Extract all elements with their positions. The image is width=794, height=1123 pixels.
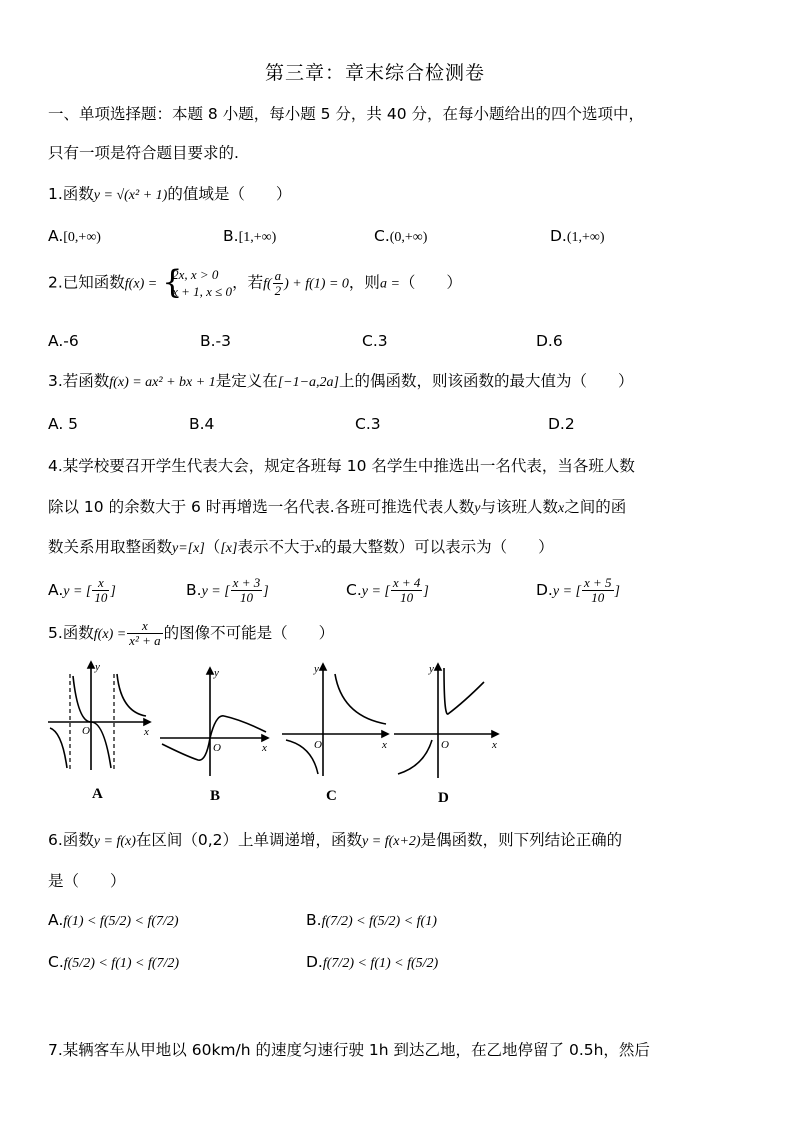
q2-option-c[interactable]: C.3 <box>362 332 388 350</box>
graph-a-y-arrow <box>88 662 94 668</box>
graph-d-curve-right <box>444 668 484 714</box>
q6-option-c[interactable]: C.f(5/2) < f(1) < f(7/2) <box>48 953 180 971</box>
q4-option-d[interactable]: D.y = [ $\frac{x + 5}{10}$ ] <box>536 575 620 605</box>
q2-option-a[interactable]: A.-6 <box>48 332 79 350</box>
graph-b-origin: O <box>213 742 221 754</box>
graph-b-x-arrow <box>262 735 268 741</box>
q2-option-d[interactable]: D.6 <box>536 332 563 350</box>
graph-c-curve-right <box>335 674 386 724</box>
graph-b-label: B <box>210 788 221 804</box>
q3-formula: f(x) = ax² + bx + 1 <box>109 375 216 390</box>
graph-c-label: C <box>326 788 337 804</box>
q5-graphs <box>46 656 500 806</box>
q1-option-a[interactable]: A.[0,+∞) <box>48 227 101 245</box>
q1-suffix: 的值域是（ ） <box>167 185 292 203</box>
graph-c-y-label: y <box>314 663 319 675</box>
page-title: 第三章：章末综合检测卷 <box>265 62 486 84</box>
graph-c-origin: O <box>314 739 322 751</box>
graph-d-y-label: y <box>429 663 434 675</box>
graph-a[interactable] <box>48 662 150 770</box>
q1-formula: y = √(x² + 1) <box>93 188 168 203</box>
q1-option-c[interactable]: C.(0,+∞) <box>374 227 428 245</box>
graph-d-label: D <box>438 790 449 806</box>
q2-prefix: 2.已知函数 <box>48 273 125 292</box>
question-3: 3.若函数f(x) = ax² + bx + 1是定义在[−1−a,2a]上的偶函数，则该函数的最大值为（ ） <box>48 372 634 390</box>
graph-b[interactable] <box>160 668 268 776</box>
question-1 <box>48 184 291 206</box>
q3-option-a[interactable]: A. 5 <box>48 415 79 433</box>
section-instructions-line1: 一、单项选择题：本题 8 小题，每小题 5 分，共 40 分，在每小题给出的四个选项中， <box>48 105 645 123</box>
q1-prefix: 1.函数 <box>48 185 94 203</box>
q3-option-b[interactable]: B.4 <box>189 415 215 433</box>
graph-d-x-arrow <box>492 731 498 737</box>
graph-c-x-label: x <box>382 739 387 751</box>
graph-a-origin: O <box>82 725 90 737</box>
question-4-line1: 4.某学校要召开学生代表大会，规定各班每 10 名学生中推选出一名代表，当各班人数 <box>48 457 635 475</box>
graph-d-origin: O <box>441 739 449 751</box>
graph-a-y-label: y <box>95 661 100 673</box>
q2-option-b[interactable]: B.-3 <box>200 332 232 350</box>
q1-option-d[interactable]: D.(1,+∞) <box>550 227 605 245</box>
graph-d-x-label: x <box>492 739 497 751</box>
q2-fx: f(x) = <box>124 276 158 292</box>
question-6-line1: 6.函数y = f(x)在区间（0,2）上单调递增，函数y = f(x+2)是偶函数，则下列结论正确的 <box>48 831 623 849</box>
question-4-line2: 除以 10 的余数大于 6 时再增选一名代表.各班可推选代表人数y与该班人数x之间的函 <box>48 498 627 516</box>
graph-a-curve-left <box>50 728 67 768</box>
question-5: 5.函数f(x) = $\frac{x}{\text{x² + a}}$ 的图像不可能是（ ） <box>48 618 335 648</box>
question-7-line1: 7.某辆客车从甲地以 60km/h 的速度匀速行驶 1h 到达乙地，在乙地停留了 0.5h，然后 <box>48 1041 650 1059</box>
graph-c-y-arrow <box>320 664 326 670</box>
graph-b-y-arrow <box>207 668 213 674</box>
q4-option-a[interactable]: A.y = [ $\frac{x}{10}$ ] <box>48 575 116 605</box>
question-4-line3: 数关系用取整函数y=[x]（[x]表示不大于x的最大整数）可以表示为（ ） <box>48 538 554 556</box>
q3-interval: [−1−a,2a] <box>277 375 340 390</box>
q6-option-d[interactable]: D.f(7/2) < f(1) < f(5/2) <box>306 953 439 971</box>
graph-d-curve-left <box>398 740 432 774</box>
q6-option-a[interactable]: A.f(1) < f(5/2) < f(7/2) <box>48 911 179 929</box>
left-brace-icon: { <box>162 263 183 301</box>
q4-option-c[interactable]: C.y = [ $\frac{x + 4}{10}$ ] <box>346 575 429 605</box>
q1-option-b[interactable]: B.[1,+∞) <box>223 227 277 245</box>
q3-option-d[interactable]: D.2 <box>548 415 575 433</box>
q6-option-b[interactable]: B.f(7/2) < f(5/2) < f(1) <box>306 911 437 929</box>
graph-d[interactable] <box>394 664 498 778</box>
q4-option-b[interactable]: B.y = [ $\frac{x + 3}{10}$ ] <box>186 575 269 605</box>
q3-option-c[interactable]: C.3 <box>355 415 381 433</box>
graph-a-x-arrow <box>144 719 150 725</box>
graph-a-label: A <box>92 786 103 802</box>
question-6-line2: 是（ ） <box>48 872 126 890</box>
graph-b-x-label: x <box>262 742 267 754</box>
graph-c-x-arrow <box>382 731 388 737</box>
graph-a-x-label: x <box>144 726 149 738</box>
section-instructions-line2: 只有一项是符合题目要求的. <box>48 144 239 162</box>
q2-piecewise: { 2x, x > 0 x + 1, x ≤ 0 <box>162 263 233 301</box>
graph-c[interactable] <box>282 664 388 776</box>
graph-b-y-label: y <box>214 667 219 679</box>
graph-d-y-arrow <box>435 664 441 670</box>
question-2: 2.已知函数f(x) = { 2x, x > 0 x + 1, x ≤ 0 ，若f( $\frac{a}{2}$ ) + f(1) = 0，则a =（ ） <box>48 263 462 301</box>
graph-a-curve-right <box>117 674 146 716</box>
